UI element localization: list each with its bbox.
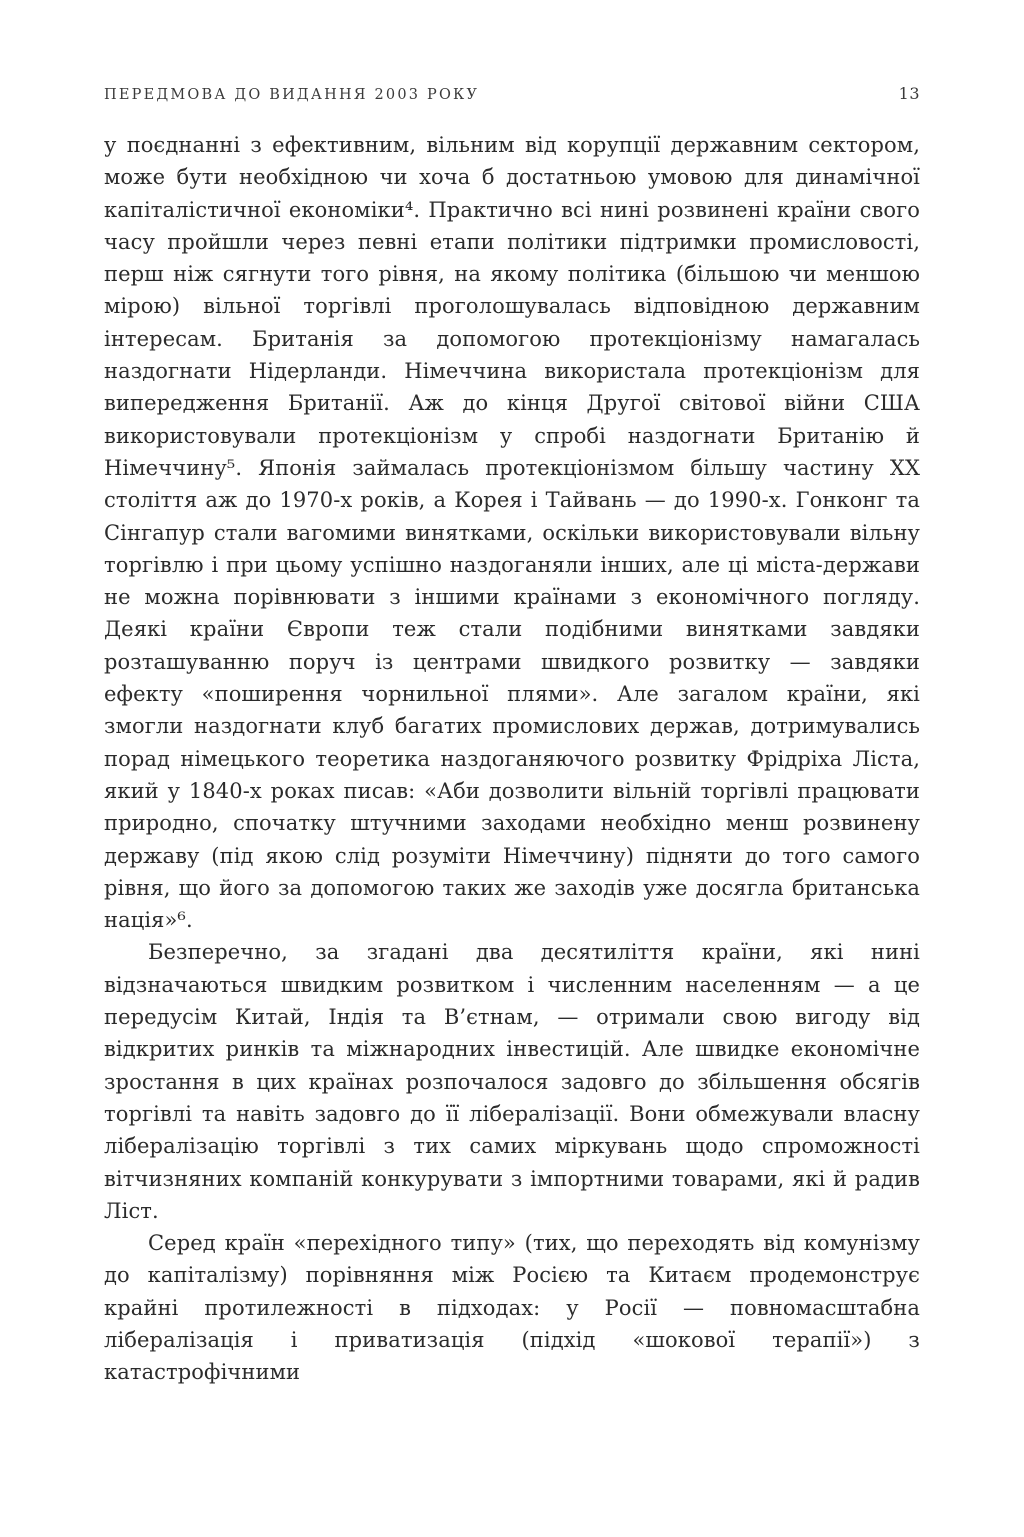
paragraph: Серед країн «перехідного типу» (тих, що переходять від комунізму до капіталізму) порівняння між Росією та Китаєм продемонструє крайні протилежності в підходах: у Росії — повномасштабна лібералізація і приватизація (підхід «шокової терапії») з катастрофічними [104,1231,920,1385]
paragraph: Безперечно, за згадані два десятиліття країни, які нині відзначаються швидким розвитком і численним населенням — а це передусім Китай, Індія та В’єтнам, — отримали свою вигоду від відкритих ринків та міжнародних інвестицій. Але швидке економічне зростання в цих країнах розпочалося задовго до збільшення обсягів торгівлі та навіть задовго до її лібералізації. Вони обмежували власну лібералізацію торгівлі з тих самих міркувань щодо спроможності вітчизняних компаній конкурувати з імпортними товарами, які й радив Ліст. [104,940,920,1223]
running-header-title: ПЕРЕДМОВА ДО ВИДАННЯ 2003 РОКУ [104,87,480,103]
running-header [104,84,920,103]
paragraph-continuation: у поєднанні з ефективним, вільним від корупції державним сектором, може бути необхідною чи хоча б достатньою умовою для динамічної капіталістичної економіки⁴. Практично всі нині розвинені країни свого часу пройшли через певні етапи політики підтримки промисловості, перш ніж сягнути того рівня, на якому політика (більшою чи меншою мірою) вільної торгівлі проголошувалась відповідною державним інтересам. Британія за допомогою протекціонізму намагалась наздогнати Нідерланди. Німеччина використала протекціонізм для випередження Британії. Аж до кінця Другої світової війни США використовували протекціонізм у спробі наздогнати Британію й Німеччину⁵. Японія займалась протекціонізмом більшу частину XX століття аж до 1970-х років, а Корея і Тайвань — до 1990-х. Гонконг та Сінгапур стали вагомими винятками, оскільки використовували вільну торгівлю і при цьому успішно наздоганяли інших, але ці міста-держави не можна порівнювати з іншими країнами з економічного погляду. Деякі країни Європи теж стали подібними винятками завдяки розташуванню поруч із центрами швидкого розвитку — завдяки ефекту «поширення чорнильної плями». Але загалом країни, які змогли наздогнати клуб багатих промислових держав, дотримувались порад німецького теоретика наздоганяючого розвитку Фрідріха Ліста, який у 1840-х роках писав: «Аби дозволити вільній торгівлі працювати природно, спочатку штучними заходами необхідно менш розвинену державу (під якою слід розуміти Німеччину) підняти до того самого рівня, що його за допомогою таких же заходів уже досягла британська нація»⁶. [104,133,920,933]
page-body [104,129,920,1389]
page-number: 13 [898,84,920,103]
